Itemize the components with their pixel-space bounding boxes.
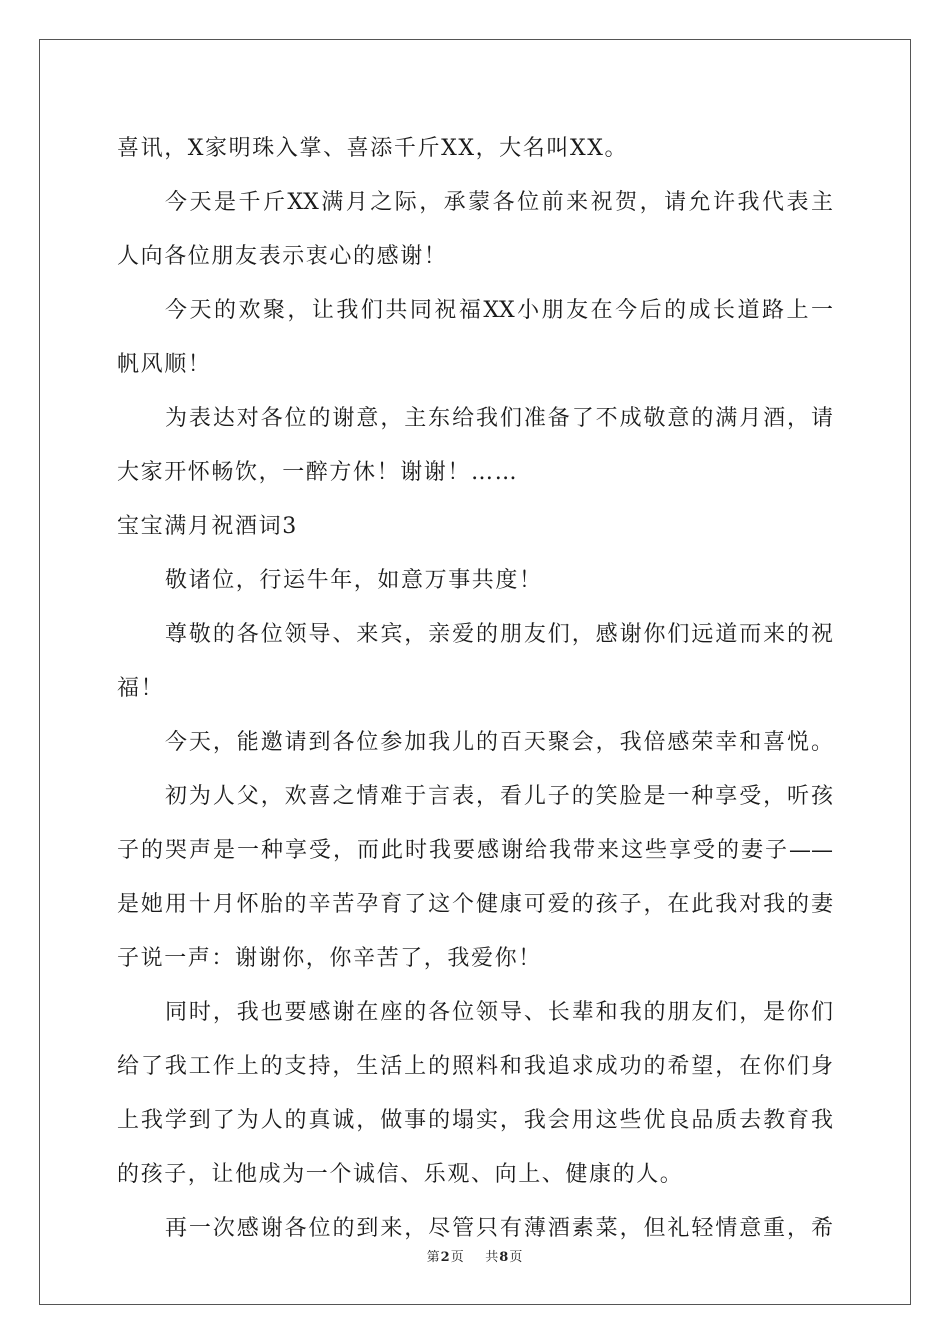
text-line: 今天是千斤XX满月之际，承蒙各位前来祝贺，请允许我代表主 (165, 190, 833, 215)
text-line: 上我学到了为人的真诚，做事的塌实，我会用这些优良品质去教育我 (117, 1108, 833, 1133)
text-line: 为表达对各位的谢意，主东给我们准备了不成敬意的满月酒，请 (165, 406, 833, 431)
text-line: 今天的欢聚，让我们共同祝福XX小朋友在今后的成长道路上一 (165, 298, 833, 323)
page-footer (0, 1246, 950, 1265)
text-line: 给了我工作上的支持，生活上的照料和我追求成功的希望，在你们身 (117, 1054, 833, 1079)
total-pages: 8 (499, 1250, 510, 1265)
text-line: 帆风顺！ (117, 352, 212, 377)
text-line: 人向各位朋友表示衷心的感谢！ (117, 244, 448, 269)
text-line: 福！ (117, 676, 165, 701)
text-line: 敬诸位，行运牛年，如意万事共度！ (165, 568, 543, 593)
text-line: 今天，能邀请到各位参加我儿的百天聚会，我倍感荣幸和喜悦。 (165, 730, 833, 755)
text-line: 再一次感谢各位的到来，尽管只有薄酒素菜，但礼轻情意重，希 (165, 1216, 833, 1241)
text-line: 子的哭声是一种享受，而此时我要感谢给我带来这些享受的妻子—— (117, 838, 833, 863)
total-prefix: 共 (485, 1250, 500, 1265)
text-line: 的孩子，让他成为一个诚信、乐观、向上、健康的人。 (117, 1162, 684, 1187)
text-line: 大家开怀畅饮，一醉方休！谢谢！…… (117, 460, 519, 485)
text-line: 是她用十月怀胎的辛苦孕育了这个健康可爱的孩子，在此我对我的妻 (117, 892, 833, 917)
text-line: 喜讯，X家明珠入掌、喜添千斤XX，大名叫XX。 (117, 136, 629, 161)
page-suffix: 页 (450, 1250, 465, 1265)
page-prefix: 第 (426, 1250, 441, 1265)
total-suffix: 页 (509, 1250, 524, 1265)
text-line: 宝宝满月祝酒词3 (117, 514, 298, 539)
text-line: 尊敬的各位领导、来宾，亲爱的朋友们，感谢你们远道而来的祝 (165, 622, 833, 647)
text-line: 初为人父，欢喜之情难于言表，看儿子的笑脸是一种享受，听孩 (165, 784, 833, 809)
text-line: 子说一声：谢谢你，你辛苦了，我爱你！ (117, 946, 542, 971)
document-body (117, 126, 833, 1260)
page-number: 2 (440, 1250, 451, 1265)
text-line: 同时，我也要感谢在座的各位领导、长辈和我的朋友们，是你们 (165, 1000, 833, 1025)
